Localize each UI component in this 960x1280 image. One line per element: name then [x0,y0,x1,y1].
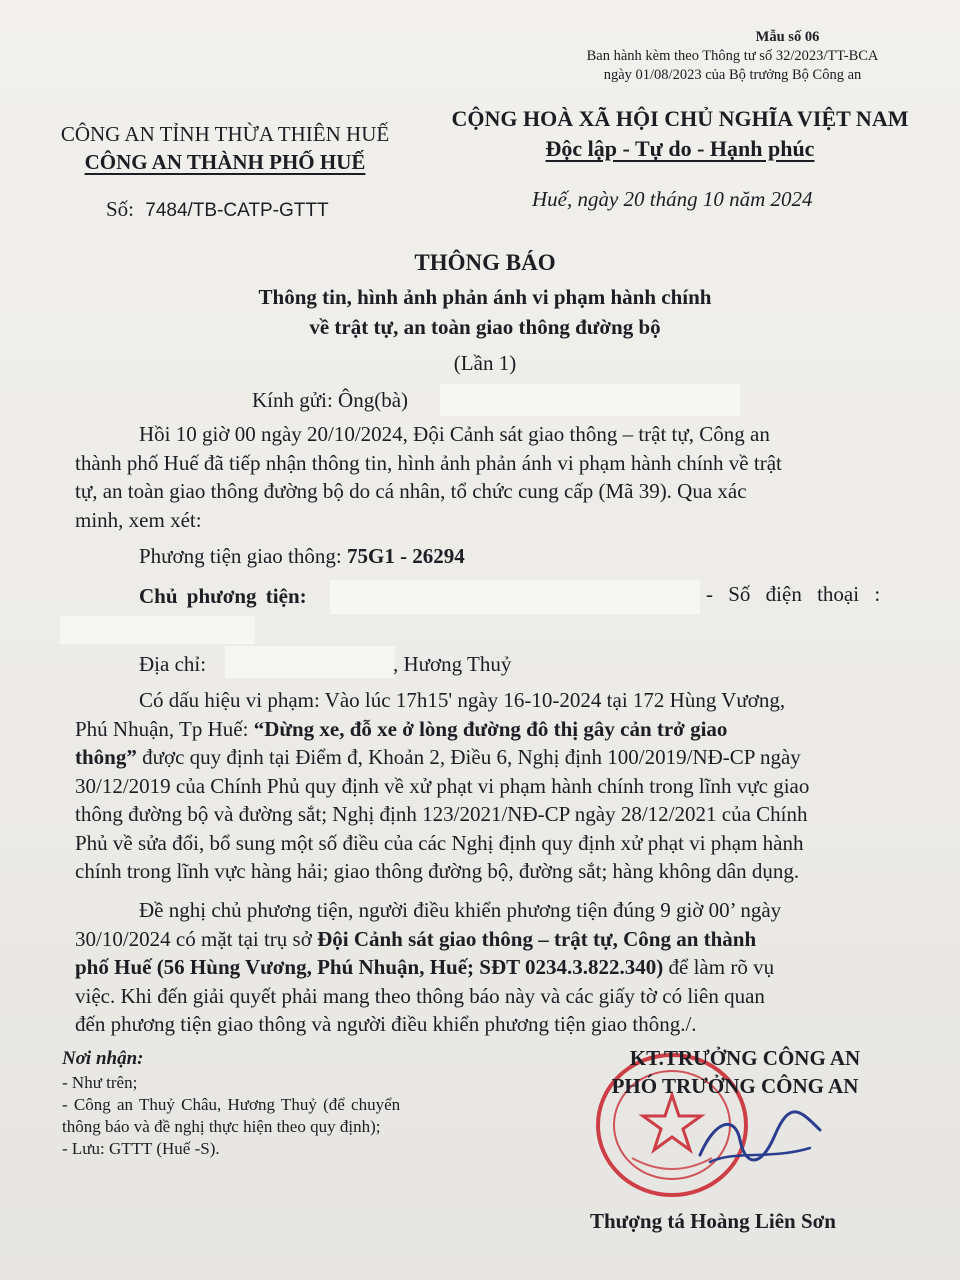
v-line5: thông đường bộ và đường sắt; Nghị định 123/2021/NĐ-CP ngày 28/12/2021 của Chính [75,802,808,826]
paragraph-request [75,896,905,1039]
form-issued-line2: ngày 01/08/2023 của Bộ trưởng Bộ Công an [603,67,862,83]
r-line4: việc. Khi đến giải quyết phải mang theo thông báo này và các giấy tờ có liên quan [75,983,765,1008]
p1-line1: Hồi 10 giờ 00 ngày 20/10/2024, Đội Cảnh sát giao thông – trật tự, Công an [139,422,770,446]
v-line6: Phủ về sửa đổi, bổ sung một số điều của các Nghị định quy định xử phạt vi phạm hành [75,830,804,855]
signature-line2: PHÓ TRƯỞNG CÔNG AN [611,1074,859,1098]
recipients-block [62,1046,502,1160]
recipient-item: thông báo và đề nghị thực hiện theo quy định); [62,1117,381,1136]
r-line1: Đề nghị chủ phương tiện, người điều khiển phương tiện đúng 9 giờ 00’ ngày [139,898,782,922]
redacted-owner [330,580,700,614]
signer-name: Thượng tá Hoàng Liên Sơn [590,1209,836,1233]
notice-sequence: (Lần 1) [453,351,517,375]
vehicle-label: Phương tiện giao thông: [139,544,342,568]
nation-name: CỘNG HOÀ XÃ HỘI CHỦ NGHĨA VIỆT NAM [451,106,909,131]
recipient-item: - Như trên; [62,1073,138,1092]
notice-title-block [160,248,810,380]
r-line5: đến phương tiện giao thông và người điều khiển phương tiện giao thông./. [75,1012,697,1036]
agency-header [40,120,410,176]
salutation-text: Kính gửi: Ông(bà) [252,388,409,412]
salutation [252,388,408,413]
paragraph-violation [75,686,905,886]
redacted-recipient [440,384,740,416]
address-tail: , Hương Thuỷ [393,652,512,676]
v-line1: Có dấu hiệu vi phạm: Vào lúc 17h15' ngày 16-10-2024 tại 172 Hùng Vương, [139,688,786,712]
address-label: Địa chỉ: [139,652,207,676]
owner-label: Chủ phương tiện: [139,584,307,608]
signature-block [560,1044,910,1100]
doc-no-value: 7484/TB-CATP-GTTT [145,200,329,221]
v-line7: chính trong lĩnh vực hàng hải; giao thông đường bộ, đường sắt; hàng không dân dụng. [75,859,800,883]
form-issued-line1: Ban hành kèm theo Thông tư số 32/2023/TT-BCA [586,48,879,64]
agency-parent: CÔNG AN TỈNH THỪA THIÊN HUẾ [60,122,390,146]
national-header [430,104,930,164]
agency-issuer: CÔNG AN THÀNH PHỐ HUẾ [84,150,366,174]
p1-line2: thành phố Huế đã tiếp nhận thông tin, hình ảnh phản ánh vi phạm hành chính về trật [75,450,782,475]
recipients-heading: Nơi nhận: [62,1048,144,1069]
v-line3: thông” được quy định tại Điểm đ, Khoản 2, Điều 6, Nghị định 100/2019/NĐ-CP ngày [75,745,801,769]
recipient-item: - Công an Thuỷ Châu, Hương Thuỷ (để chuyển [62,1095,401,1114]
r-line3: phố Huế (56 Hùng Vương, Phú Nhuận, Huế; SĐT 0234.3.822.340) để làm rõ vụ [75,955,775,979]
form-reference [560,28,905,85]
v-line4: 30/12/2019 của Chính Phủ quy định về xử phạt vi phạm hành chính trong lĩnh vực giao [75,773,810,798]
nation-motto: Độc lập - Tự do - Hạnh phúc [545,136,815,161]
document-number [106,197,329,222]
signature-line1: KT.TRƯỞNG CÔNG AN [629,1046,861,1070]
redacted-address [225,646,395,678]
notice-subtitle-line1: Thông tin, hình ảnh phản ánh vi phạm hành chính [258,285,712,309]
phone-label: - Số điện thoại : [706,582,881,606]
handwritten-signature-icon [690,1100,830,1180]
paragraph-receipt [75,420,905,534]
form-number: Mẫu số 06 [755,29,820,45]
r-line2: 30/10/2024 có mặt tại trụ sở Đội Cảnh sát giao thông – trật tự, Công an thành [75,926,757,951]
vehicle-line [139,544,465,569]
notice-subtitle-line2: về trật tự, an toàn giao thông đường bộ [309,315,661,339]
p1-line4: minh, xem xét: [75,507,202,532]
p1-line3: tự, an toàn giao thông đường bộ do cá nhân, tổ chức cung cấp (Mã 39). Qua xác [75,479,747,503]
recipient-item: - Lưu: GTTT (Huế -S). [62,1139,220,1158]
vehicle-plate: 75G1 - 26294 [346,544,465,568]
v-line2: Phú Nhuận, Tp Huế: “Dừng xe, đỗ xe ở lòng đường đô thị gây cản trở giao [75,716,728,741]
place-date: Huế, ngày 20 tháng 10 năm 2024 [532,187,813,211]
doc-no-label: Số: [106,197,135,221]
notice-heading: THÔNG BÁO [414,250,556,275]
redacted-phone [60,616,255,644]
